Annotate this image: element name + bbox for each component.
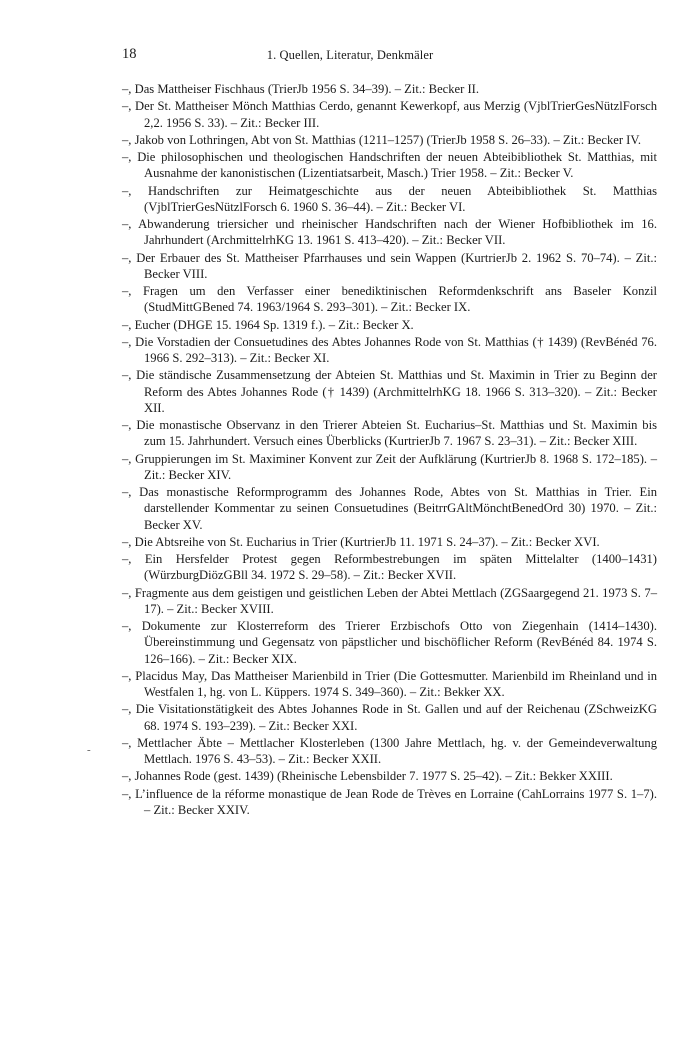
- bibliography-entry: –, Mettlacher Äbte – Mettlacher Klosterleben (1300 Jahre Mettlach, hg. v. der Gemeindeverwaltung Mettlach. 1976 S. 43–53). – Zit.: Becker XXII.: [122, 735, 657, 766]
- bibliography-entry: –, Das Mattheiser Fischhaus (TrierJb 1956 S. 34–39). – Zit.: Becker II.: [122, 82, 480, 96]
- bibliography-entry: –, Fragmente aus dem geistigen und geistlichen Leben der Abtei Mettlach (ZGSaargegend 21. 1973 S. 7–17). – Zit.: Becker XVIII.: [122, 585, 657, 616]
- margin-mark: -: [87, 744, 91, 756]
- bibliography-entry: –, Abwanderung triersicher und rheinischer Handschriften nach der Wiener Hofbibliothek im 16. Jahrhundert (ArchmittelrhKG 13. 1961 S. 413–420). – Zit.: Becker VII.: [122, 217, 657, 248]
- bibliography-entry: –, Die Vorstadien der Consuetudines des Abtes Johannes Rode von St. Matthias († 1439) (RevBénéd 76. 1966 S. 292–313). – Zit.: Becker XI.: [122, 334, 657, 365]
- bibliography-list: [122, 81, 657, 819]
- bibliography-entry: –, Der Erbauer des St. Mattheiser Pfarrhauses und sein Wappen (KurtrierJb 2. 1962 S. 70–74). – Zit.: Becker VIII.: [122, 250, 657, 281]
- bibliography-entry: –, Handschriften zur Heimatgeschichte aus der neuen Abteibibliothek St. Matthias (VjblTrierGesNützlForsch 6. 1960 S. 36–44). – Zit.: Becker VI.: [122, 183, 657, 214]
- bibliography-entry: –, Eucher (DHGE 15. 1964 Sp. 1319 f.). – Zit.: Becker X.: [122, 317, 414, 332]
- bibliography-entry: –, Gruppierungen im St. Maximiner Konvent zur Zeit der Aufklärung (KurtrierJb 8. 1968 S. 172–185). – Zit.: Becker XIV.: [122, 451, 657, 482]
- bibliography-entry: –, Die ständische Zusammensetzung der Abteien St. Matthias und St. Maximin in Trier zu Beginn der Reform des Abtes Johannes Rode († 1439) (ArchmittelrhKG 18. 1966 S. 313–320). – Zit.: Becker XII.: [122, 368, 657, 415]
- bibliography-entry: –, Dokumente zur Klosterreform des Trierer Erzbischofs Otto von Ziegenhain (1414–1430). Übereinstimmung und Gegensatz von päpstlicher und bischöflicher Reform (RevBénéd 84. 1974 S. 126–166). – Zit.: Becker XIX.: [122, 619, 657, 666]
- bibliography-entry: –, Das monastische Reformprogramm des Johannes Rode, Abtes von St. Matthias in Trier. Ein darstellender Kommentar zu seinen Consuetudines (BeitrrGAltMönchtBenedOrd 30) 1970. – Zit.: Becker XV.: [122, 485, 657, 532]
- bibliography-entry: –, Ein Hersfelder Protest gegen Reformbestrebungen im späten Mittelalter (1400–1431) (WürzburgDiözGBll 34. 1972 S. 29–58). – Zit.: Becker XVII.: [122, 552, 657, 583]
- bibliography-entry: –, Die Visitationstätigkeit des Abtes Johannes Rode in St. Gallen und auf der Reichenau (ZSchweizKG 68. 1974 S. 193–239). – Zit.: Becker XXI.: [122, 702, 657, 733]
- running-title: 1. Quellen, Literatur, Denkmäler: [266, 48, 434, 62]
- bibliography-entry: –, Fragen um den Verfasser einer benediktinischen Reformdenkschrift ans Baseler Konzil (StudMittGBened 74. 1963/1964 S. 293–301). – Zit.: Becker IX.: [122, 284, 657, 315]
- bibliography-entry: –, Jakob von Lothringen, Abt von St. Matthias (1211–1257) (TrierJb 1958 S. 26–33). – Zit.: Becker IV.: [122, 132, 641, 147]
- bibliography-entry: –, L’influence de la réforme monastique de Jean Rode de Trèves en Lorraine (CahLorrains 1977 S. 1–7). – Zit.: Becker XXIV.: [122, 786, 657, 817]
- page-number: 18: [122, 46, 137, 62]
- bibliography-entry: –, Placidus May, Das Mattheiser Marienbild in Trier (Die Gottesmutter. Marienbild im Rheinland und in Westfalen 1, hg. von L. Küppers. 1974 S. 349–360). – Zit.: Bekker XX.: [122, 668, 657, 699]
- bibliography-entry: –, Die philosophischen und theologischen Handschriften der neuen Abteibibliothek St. Matthias, mit Ausnahme der kanonistischen (Lizentiatsarbeit, Masch.) Trier 1958. – Zit.: Becker V.: [122, 150, 657, 181]
- bibliography-entry: –, Die monastische Observanz in den Trierer Abteien St. Eucharius–St. Matthias und St. Maximin bis zum 15. Jahrhundert. Versuch eines Überblicks (KurtrierJb 7. 1967 S. 23–31). – Zit.: Becker XIII.: [122, 418, 657, 449]
- bibliography-entry: –, Der St. Mattheiser Mönch Matthias Cerdo, genannt Kewerkopf, aus Merzig (VjblTrierGesNützlForsch 2,2. 1956 S. 33). – Zit.: Becker III.: [122, 99, 657, 130]
- bibliography-entry: –, Die Abtsreihe von St. Eucharius in Trier (KurtrierJb 11. 1971 S. 24–37). – Zit.: Becker XVI.: [122, 534, 600, 549]
- bibliography-entry: –, Johannes Rode (gest. 1439) (Rheinische Lebensbilder 7. 1977 S. 25–42). – Zit.: Bekker XXIII.: [122, 769, 613, 784]
